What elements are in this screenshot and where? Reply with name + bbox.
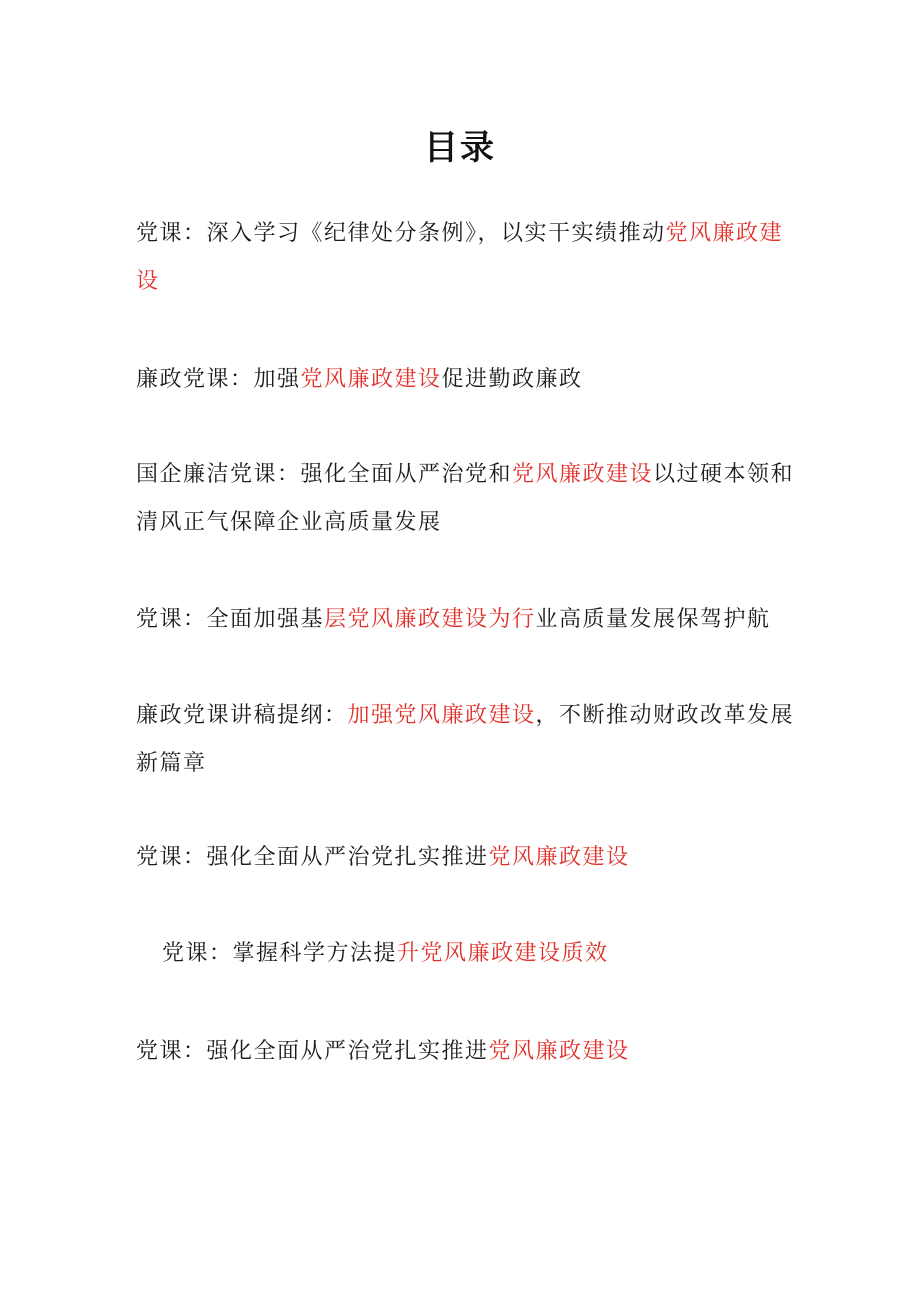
toc-item-6[interactable] <box>136 834 796 882</box>
toc-item-text: 党课：强化全面从严治党扎实推进 <box>136 845 489 870</box>
toc-item-4[interactable] <box>136 596 796 644</box>
toc-item-8[interactable] <box>136 1028 796 1076</box>
toc-item-text: ，不断推动财政改革发展新篇章 <box>136 703 795 776</box>
toc-item-highlight: 党风廉政建设 <box>136 221 784 294</box>
page-title: 目录 <box>424 128 496 168</box>
toc-item-1[interactable] <box>136 210 796 306</box>
toc-item-text: 廉政党课讲稿提纲： <box>136 703 348 728</box>
toc-item-3[interactable] <box>136 451 796 547</box>
toc-item-text: 业高质量发展保驾护航 <box>535 607 771 632</box>
toc-item-highlight: 加强党风廉政建设 <box>347 703 536 728</box>
toc-item-text: 党课：强化全面从严治党扎实推进 <box>136 1039 489 1064</box>
toc-item-text: 党课：掌握科学方法提 <box>162 941 398 966</box>
toc-item-text: 党课：全面加强基 <box>136 607 325 632</box>
toc-item-text: 党课：深入学习《纪律处分条例》，以实干实绩推动 <box>136 221 666 246</box>
toc-item-text: 廉政党课：加强 <box>136 367 301 392</box>
toc-item-5[interactable] <box>136 692 796 788</box>
toc-item-2[interactable] <box>136 356 796 404</box>
toc-item-highlight: 党风廉政建设 <box>488 845 630 870</box>
toc-item-text: 国企廉洁党课：强化全面从严治党和 <box>136 462 513 487</box>
toc-item-highlight: 党风廉政建设 <box>512 462 654 487</box>
toc-item-highlight: 党风廉政建设 <box>300 367 442 392</box>
toc-item-text: 促进勤政廉政 <box>441 367 583 392</box>
toc-item-text: 以过硬本领和清风正气保障企业高质量发展 <box>136 462 795 535</box>
toc-item-7[interactable] <box>136 930 796 978</box>
toc-item-highlight: 层党风廉政建设为行 <box>324 607 536 632</box>
toc-item-highlight: 升党风廉政建设质效 <box>397 941 609 966</box>
toc-item-highlight: 党风廉政建设 <box>488 1039 630 1064</box>
